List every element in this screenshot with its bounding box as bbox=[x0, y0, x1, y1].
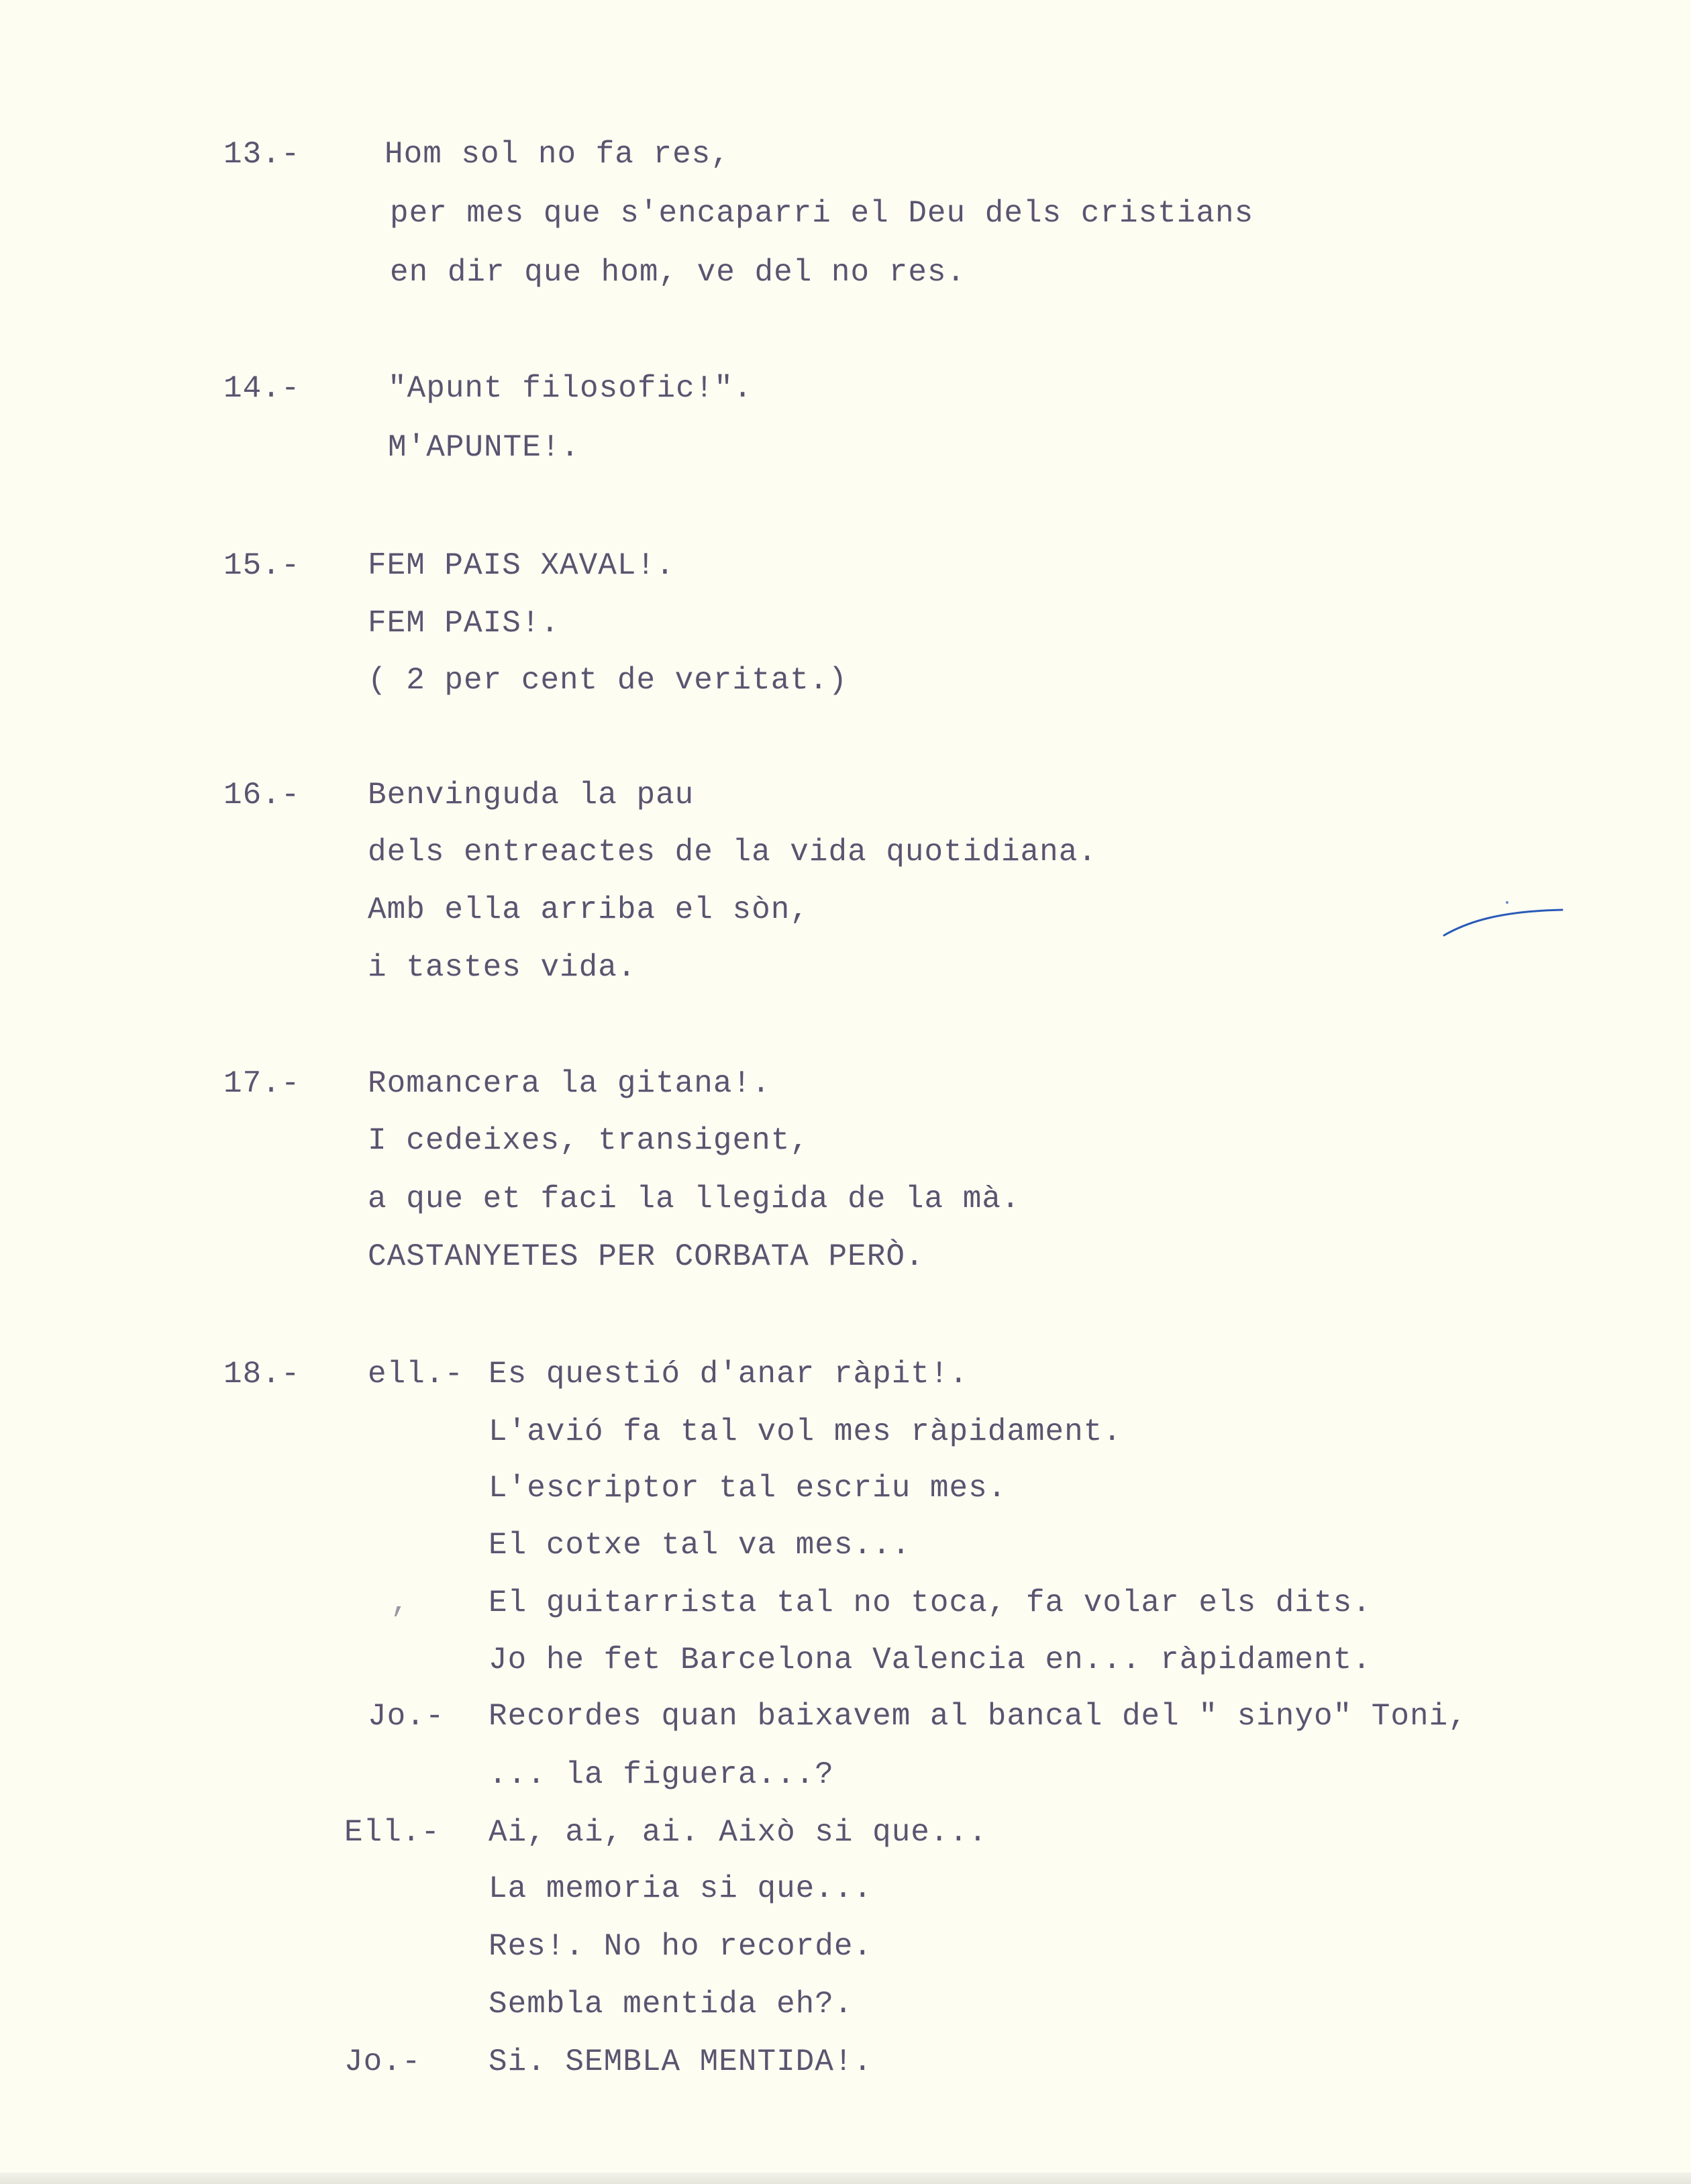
dialogue-line: La memoria si que... bbox=[489, 1871, 873, 1906]
entry-17-line-3: a que et faci la llegida de la mà. bbox=[368, 1182, 1021, 1216]
entry-13-number: 13.- bbox=[223, 137, 301, 172]
page-bottom-edge bbox=[0, 2173, 1691, 2184]
dialogue-line: El guitarrista tal no toca, fa volar els dits. bbox=[489, 1585, 1372, 1620]
entry-15-line-1: FEM PAIS XAVAL!. bbox=[368, 548, 675, 583]
entry-17-line-1: Romancera la gitana!. bbox=[368, 1066, 771, 1101]
entry-15-line-3: ( 2 per cent de veritat.) bbox=[368, 663, 848, 698]
entry-14-line-1: "Apunt filosofic!". bbox=[388, 371, 753, 406]
dialogue-line: Recordes quan baixavem al bancal del " sinyo" Toni, bbox=[489, 1699, 1468, 1734]
speaker-label: Jo.- bbox=[368, 1699, 445, 1734]
dialogue-line: Res!. No ho recorde. bbox=[489, 1929, 873, 1964]
speaker-label: Ell.- bbox=[344, 1815, 441, 1850]
pen-stroke-mark bbox=[1443, 900, 1564, 938]
dialogue-line: Si. SEMBLA MENTIDA!. bbox=[489, 2044, 873, 2079]
entry-16-line-1: Benvinguda la pau bbox=[368, 778, 695, 813]
dialogue-line: L'escriptor tal escriu mes. bbox=[489, 1471, 1007, 1506]
entry-17-number: 17.- bbox=[223, 1066, 301, 1101]
entry-16-line-4: i tastes vida. bbox=[368, 950, 637, 985]
dialogue-line: Jo he fet Barcelona Valencia en... ràpidament. bbox=[489, 1643, 1372, 1677]
entry-13-line-3: en dir que hom, ve del no res. bbox=[390, 255, 966, 290]
entry-16-line-3: Amb ella arriba el sòn, bbox=[368, 892, 809, 927]
dialogue-line: L'avió fa tal vol mes ràpidament. bbox=[489, 1414, 1122, 1449]
entry-16-number: 16.- bbox=[223, 778, 301, 813]
dialogue-line: El cotxe tal va mes... bbox=[489, 1528, 911, 1563]
entry-15-number: 15.- bbox=[223, 548, 301, 583]
entry-13-line-2: per mes que s'encaparri el Deu dels cristians bbox=[390, 196, 1254, 231]
dialogue-line: ... la figuera...? bbox=[489, 1757, 834, 1792]
dialogue-line: Sembla mentida eh?. bbox=[489, 1987, 854, 2022]
entry-17-line-4: CASTANYETES PER CORBATA PERÒ. bbox=[368, 1239, 925, 1274]
dialogue-line: Es questió d'anar ràpit!. bbox=[489, 1357, 969, 1392]
entry-16-line-2: dels entreactes de la vida quotidiana. bbox=[368, 835, 1097, 870]
entry-14-line-2: M'APUNTE!. bbox=[388, 430, 580, 465]
entry-17-line-2: I cedeixes, transigent, bbox=[368, 1123, 809, 1158]
entry-13-line-1: Hom sol no fa res, bbox=[385, 137, 730, 172]
stray-comma-mark: , bbox=[391, 1585, 410, 1620]
entry-15-line-2: FEM PAIS!. bbox=[368, 606, 560, 641]
entry-18-number: 18.- bbox=[223, 1357, 301, 1392]
dialogue-line: Ai, ai, ai. Això si que... bbox=[489, 1815, 988, 1850]
speaker-label: Jo.- bbox=[344, 2044, 421, 2079]
speaker-label: ell.- bbox=[368, 1357, 464, 1392]
entry-14-number: 14.- bbox=[223, 371, 301, 406]
